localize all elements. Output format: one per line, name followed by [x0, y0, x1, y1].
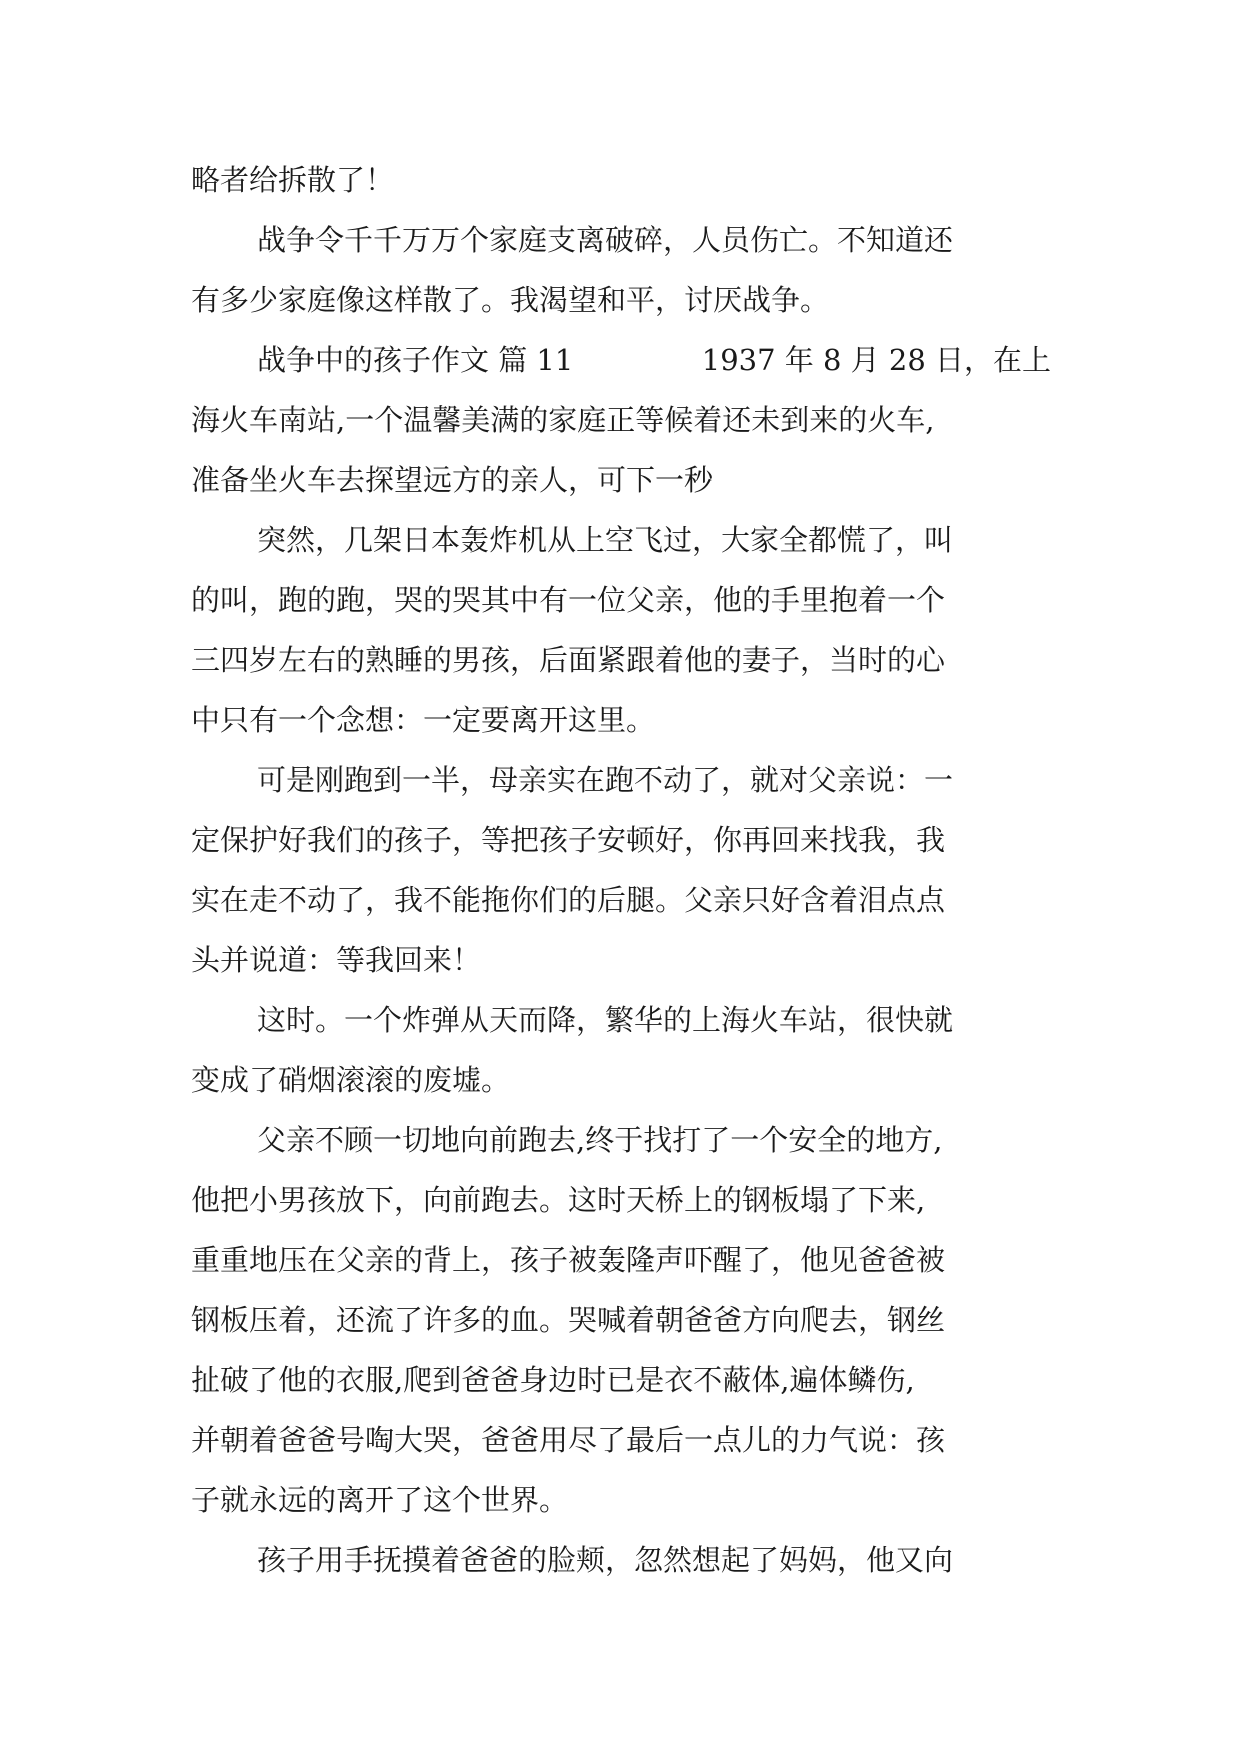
paragraph-start-line: 突然，几架日本轰炸机从上空飞过，大家全都慌了，叫	[257, 523, 954, 557]
paragraph-start-line: 孩子用手抚摸着爸爸的脸颊，忽然想起了妈妈，他又向	[257, 1543, 954, 1577]
text-line: 中只有一个念想：一定要离开这里。	[191, 703, 656, 737]
text-line: 子就永远的离开了这个世界。	[191, 1483, 569, 1517]
paragraph-start-line: 战争令千千万万个家庭支离破碎，人员伤亡。不知道还	[257, 223, 954, 257]
text-line: 有多少家庭像这样散了。我渴望和平，讨厌战争。	[191, 283, 830, 317]
text-line: 头并说道：等我回来！	[191, 943, 482, 977]
text-line: 重重地压在父亲的背上，孩子被轰隆声吓醒了，他见爸爸被	[191, 1243, 946, 1277]
paragraph-start-line: 父亲不顾一切地向前跑去,终于找打了一个安全的地方,	[257, 1123, 943, 1157]
text-line: 钢板压着，还流了许多的血。哭喊着朝爸爸方向爬去，钢丝	[191, 1303, 946, 1337]
section-heading-line	[191, 340, 1051, 400]
text-line: 准备坐火车去探望远方的亲人，可下一秒	[191, 463, 714, 497]
paragraph-start-line: 可是刚跑到一半，母亲实在跑不动了，就对父亲说：一	[257, 763, 954, 797]
section-heading: 战争中的孩子作文 篇 11	[257, 343, 574, 377]
text-line: 海火车南站,一个温馨美满的家庭正等候着还未到来的火车,	[191, 403, 935, 437]
text-line: 他把小男孩放下，向前跑去。这时天桥上的钢板塌了下来,	[191, 1183, 926, 1217]
paragraph-start-line: 这时。一个炸弹从天而降，繁华的上海火车站，很快就	[257, 1003, 954, 1037]
article-body	[191, 160, 1051, 1600]
text-line: 的叫，跑的跑，哭的哭其中有一位父亲，他的手里抱着一个	[191, 583, 946, 617]
text-line: 定保护好我们的孩子，等把孩子安顿好，你再回来找我，我	[191, 823, 946, 857]
text-line: 略者给拆散了！	[191, 163, 395, 197]
date-text: 1937 年 8 月 28 日，在上	[701, 343, 1051, 377]
text-line: 变成了硝烟滚滚的废墟。	[191, 1063, 511, 1097]
text-line: 三四岁左右的熟睡的男孩，后面紧跟着他的妻子，当时的心	[191, 643, 946, 677]
text-line: 并朝着爸爸号啕大哭，爸爸用尽了最后一点儿的力气说：孩	[191, 1423, 946, 1457]
text-line: 实在走不动了，我不能拖你们的后腿。父亲只好含着泪点点	[191, 883, 946, 917]
text-line: 扯破了他的衣服,爬到爸爸身边时已是衣不蔽体,遍体鳞伤,	[191, 1363, 915, 1397]
